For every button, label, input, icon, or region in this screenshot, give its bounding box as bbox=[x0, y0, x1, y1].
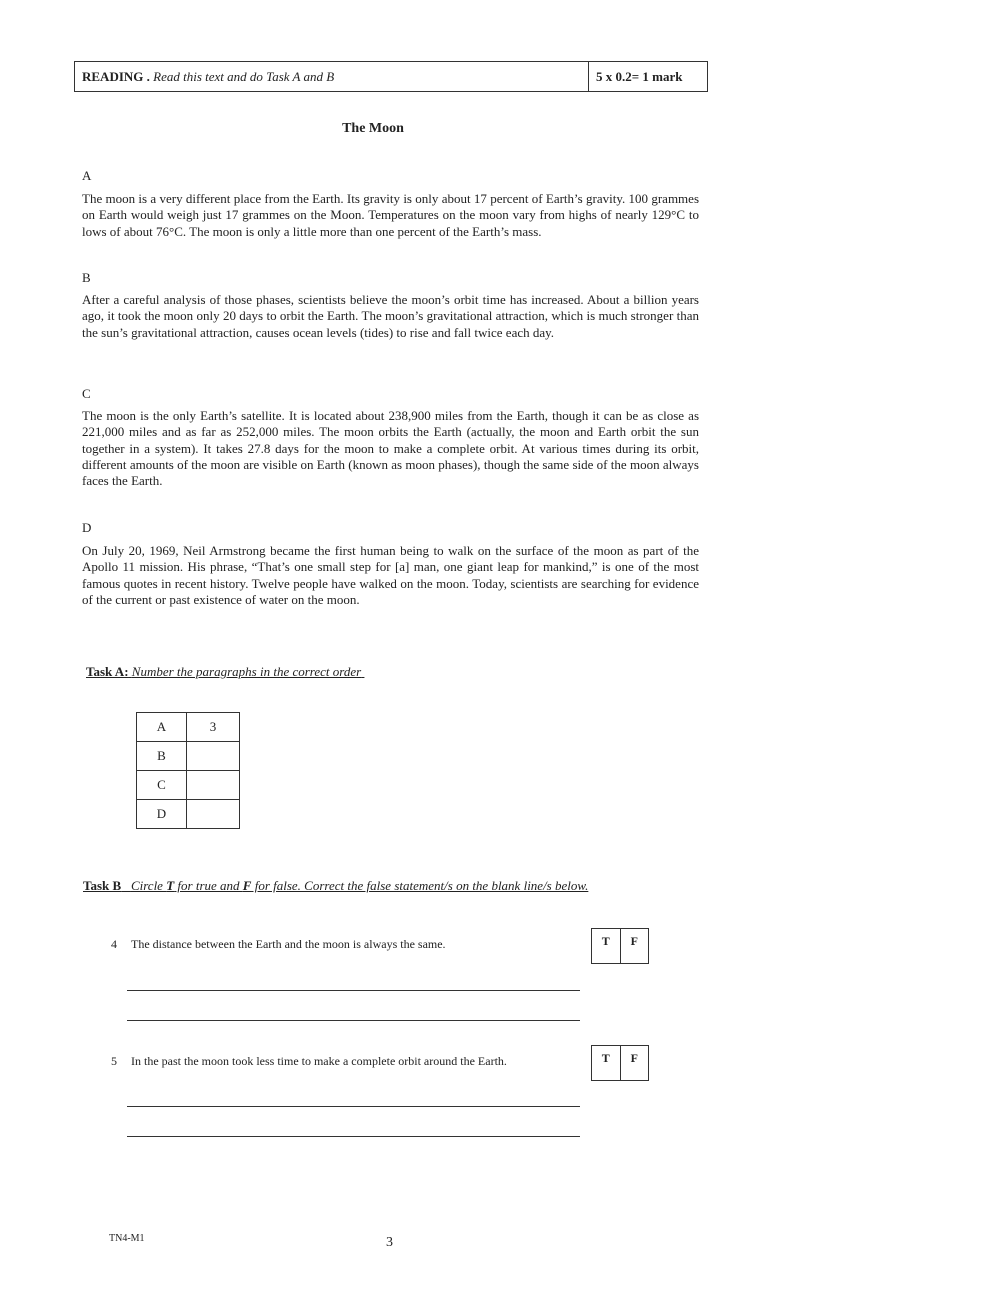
question-text: The distance between the Earth and the moon is always the same. bbox=[131, 937, 446, 951]
true-false-box-5 bbox=[591, 1045, 649, 1081]
order-letter-cell: C bbox=[137, 771, 187, 800]
paragraph-order-table bbox=[136, 712, 240, 829]
paragraph-c: The moon is the only Earth’s satellite. It is located about 238,900 miles from the Earth, though it can be as close as 221,000 miles and as far as 252,000 miles. The moon orbits the Earth (actually, the moon and Earth orbit the sun together in a system). It takes 27.8 days for the moon to make a complete orbit. At various times during its orbit, different amounts of the moon are visible on Earth (known as moon phases), though the same side of the moon always faces the Earth. bbox=[82, 408, 699, 489]
question-5 bbox=[111, 1054, 507, 1069]
page-title: The Moon bbox=[342, 121, 404, 136]
header-box bbox=[74, 61, 708, 92]
order-number-cell[interactable] bbox=[187, 800, 240, 829]
table-row bbox=[137, 771, 240, 800]
table-row bbox=[137, 742, 240, 771]
true-false-box-4 bbox=[591, 928, 649, 964]
true-option[interactable]: T bbox=[592, 1046, 621, 1080]
header-instruction-text: Read this text and do Task A and B bbox=[153, 69, 335, 84]
paragraph-b: After a careful analysis of those phases, scientists believe the moon’s orbit time has increased. About a billion years ago, it took the moon only 20 days to orbit the Earth. The moon’s gravitational attraction, which is much stronger than the sun’s gravitational attraction, causes ocean levels (tides) to rise and fall twice each day. bbox=[82, 292, 699, 340]
question-text: In the past the moon took less time to make a complete orbit around the Earth. bbox=[131, 1054, 507, 1068]
order-number-cell[interactable] bbox=[187, 771, 240, 800]
task-b-label: Task B bbox=[83, 878, 122, 893]
paragraph-letter-a: A bbox=[82, 168, 92, 183]
paragraph-letter-c: C bbox=[82, 386, 91, 401]
header-instruction bbox=[75, 62, 589, 91]
false-option[interactable]: F bbox=[630, 934, 638, 948]
question-number: 4 bbox=[111, 937, 117, 951]
answer-line[interactable] bbox=[127, 1020, 580, 1021]
paragraph-letter-b: B bbox=[82, 270, 91, 285]
paragraph-a: The moon is a very different place from the Earth. Its gravity is only about 17 percent of Earth’s gravity. 100 grammes on Earth would weigh just 17 grammes on the Moon. Temperatures on the moon vary from highs of nearly 129°C to lows of about 76°C. The moon is only a little more than one percent of the Earth’s mass. bbox=[82, 191, 699, 239]
paragraph-d: On July 20, 1969, Neil Armstrong became the first human being to walk on the surface of the moon as part of the Apollo 11 mission. His phrase, “That’s one small step for [a] man, one giant leap for mankind,” is one of the most famous quotes in recent history. Twelve people have walked on the moon. Today, scientists are searching for evidence of the current or past existence of water on the moon. bbox=[82, 543, 699, 607]
task-a-heading bbox=[86, 664, 364, 680]
task-a-instruction: Number the paragraphs in the correct order bbox=[131, 664, 362, 679]
order-number-cell[interactable]: 3 bbox=[187, 713, 240, 742]
order-number-cell[interactable] bbox=[187, 742, 240, 771]
order-letter-cell: D bbox=[137, 800, 187, 829]
header-marks: 5 x 0.2= 1 mark bbox=[596, 69, 683, 84]
answer-line[interactable] bbox=[127, 1136, 580, 1137]
order-letter-cell: A bbox=[137, 713, 187, 742]
header-reading-label: READING . bbox=[82, 69, 150, 84]
answer-line[interactable] bbox=[127, 990, 580, 991]
task-b-instruction: Circle T for true and F for false. Correct the false statement/s on the blank line/s below. bbox=[130, 878, 589, 893]
paragraph-letter-d: D bbox=[82, 520, 92, 535]
footer-code: TN4-M1 bbox=[109, 1233, 145, 1244]
task-a-label: Task A: bbox=[86, 664, 129, 679]
order-letter-cell: B bbox=[137, 742, 187, 771]
table-row bbox=[137, 713, 240, 742]
question-4 bbox=[111, 937, 446, 952]
question-number: 5 bbox=[111, 1054, 117, 1068]
true-option[interactable]: T bbox=[592, 929, 621, 963]
false-option[interactable]: F bbox=[630, 1051, 638, 1065]
answer-line[interactable] bbox=[127, 1106, 580, 1107]
task-b-heading bbox=[83, 878, 588, 894]
page-number: 3 bbox=[386, 1235, 393, 1250]
table-row bbox=[137, 800, 240, 829]
